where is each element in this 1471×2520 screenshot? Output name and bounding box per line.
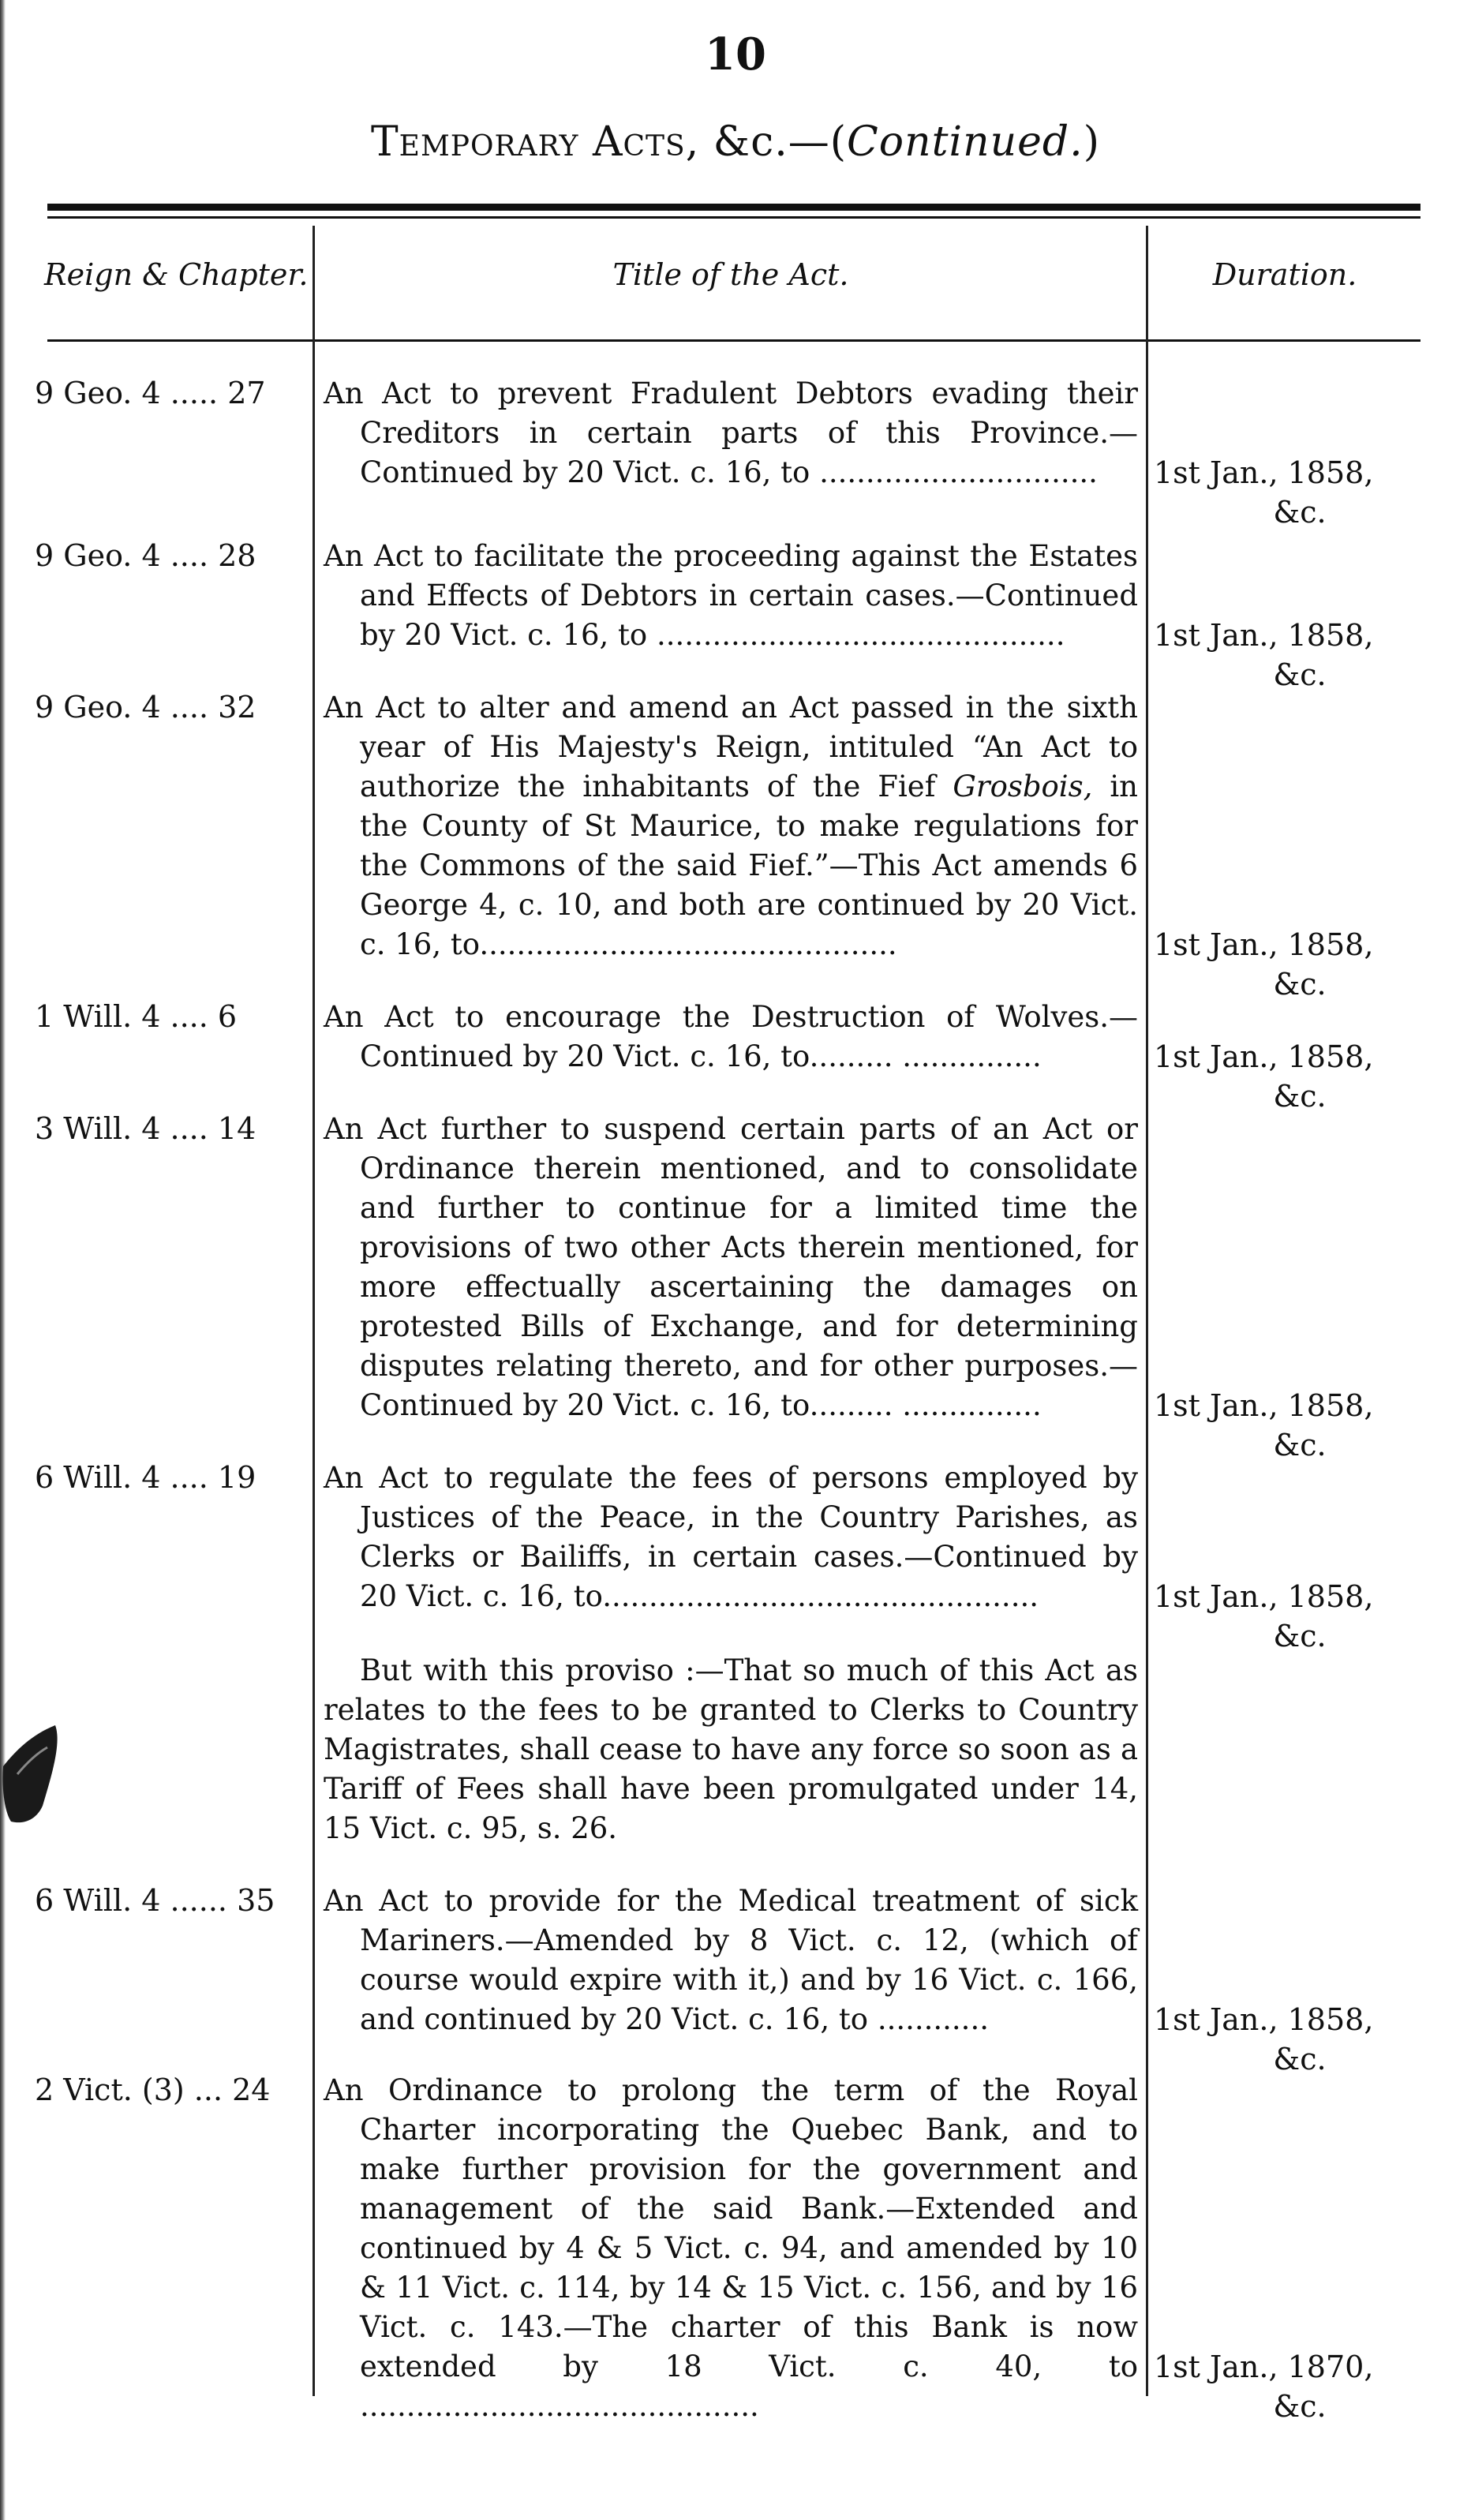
row-duration: 1st Jan., 1858, &c. [1154,1388,1374,1462]
row-duration: 1st Jan., 1858, &c. [1154,618,1374,692]
running-title-close: ) [1083,118,1100,166]
running-title [0,118,1471,166]
row-reign: 1 Will. 4 .... 6 [35,999,238,1034]
row-reign: 6 Will. 4 ...... 35 [35,1883,275,1918]
column-header-reign: Reign & Chapter. [44,257,309,292]
row-reign: 6 Will. 4 .... 19 [35,1460,256,1495]
row-title: An Ordinance to prolong the term of the Royal Charter incorporating the Quebec Bank, and to make further provision for the government and management of the said Bank.—Extended and continued by 4 & 5 Vict. c. 94, and amended by 10 & 11 Vict. c. 114, by 14 & 15 Vict. c. 156, and by 16 Vict. c. 143.—The charter of this Bank is now extended by 18 Vict. c. 40, to ........................................... [324,2073,1138,2423]
header-rule-thin [47,216,1420,219]
row-reign: 2 Vict. (3) ... 24 [35,2073,271,2107]
running-title-italic: Continued. [847,118,1084,166]
running-title-smallcaps: Temporary Acts, [370,118,700,166]
row-title: An Act further to suspend certain parts of an Act or Ordinance therein mentioned, and to consolidate and further to continue for a limited time the provisions of two other Acts therein mentioned, for more effectually ascertaining the damages on protested Bills of Exchange, and for determining disputes relating thereto, and for other purposes.—Continued by 20 Vict. c. 16, to......... ............... [324,1112,1138,1422]
column-divider-right [1146,226,1148,2396]
row-reign: 9 Geo. 4 ..... 27 [35,376,266,410]
row-proviso: But with this proviso :—That so much of this Act as relates to the fees to be granted to Clerks to Country Magistrates, shall cease to have any force so soon as a Tariff of Fees shall have been promulgated under 14, 15 Vict. c. 95, s. 26. [324,1653,1138,1845]
row-title: An Act to prevent Fradulent Debtors evading their Creditors in certain parts of this Province.—Continued by 20 Vict. c. 16, to .............................. [324,376,1138,489]
row-title: An Act to facilitate the proceeding against the Estates and Effects of Debtors in certain cases.—Continued by 20 Vict. c. 16, to ............................................ [324,539,1138,652]
row-duration: 1st Jan., 1870, &c. [1154,2350,1374,2424]
row-duration: 1st Jan., 1858, &c. [1154,1579,1374,1653]
ink-blot [0,1719,63,1829]
row-title: An Act to provide for the Medical treatment of sick Mariners.—Amended by 8 Vict. c. 12, (which of course would expire with it,) and by 16 Vict. c. 166, and continued by 20 Vict. c. 16, to ............ [324,1884,1138,2036]
header-rule-thick [47,204,1420,211]
column-divider-left [313,226,315,2396]
running-title-rest: &c.—( [699,118,848,166]
column-header-rule [47,339,1420,342]
row-title: An Act to alter and amend an Act passed in the sixth year of His Majesty's Reign, intituled “An Act to authorize the inhabitants of the Fief Grosbois, in the County of St Maurice, to make regulations for the Commons of the said Fief.”—This Act amends 6 George 4, c. 10, and both are continued by 20 Vict. c. 16, to............................................. [324,691,1138,961]
row-title: An Act to encourage the Destruction of Wolves.—Continued by 20 Vict. c. 16, to......... ............... [324,1000,1138,1073]
row-reign: 3 Will. 4 .... 14 [35,1111,256,1146]
page-edge-mark [0,0,6,2520]
page-number: 10 [705,28,766,81]
row-duration: 1st Jan., 1858, &c. [1154,1039,1374,1114]
row-duration: 1st Jan., 1858, &c. [1154,2002,1374,2076]
column-header-title: Title of the Act. [612,257,849,292]
fief-name-italic: Grosbois, [953,769,1093,803]
row-title: An Act to regulate the fees of persons employed by Justices of the Peace, in the Country Parishes, as Clerks or Bailiffs, in certain cases.—Continued by 20 Vict. c. 16, to............................................... [324,1461,1138,1613]
row-reign: 9 Geo. 4 .... 28 [35,538,256,573]
row-duration: 1st Jan., 1858, &c. [1154,927,1374,1002]
row-reign: 9 Geo. 4 .... 32 [35,690,256,725]
row-duration: 1st Jan., 1858, &c. [1154,455,1374,530]
column-header-duration: Duration. [1212,257,1357,292]
